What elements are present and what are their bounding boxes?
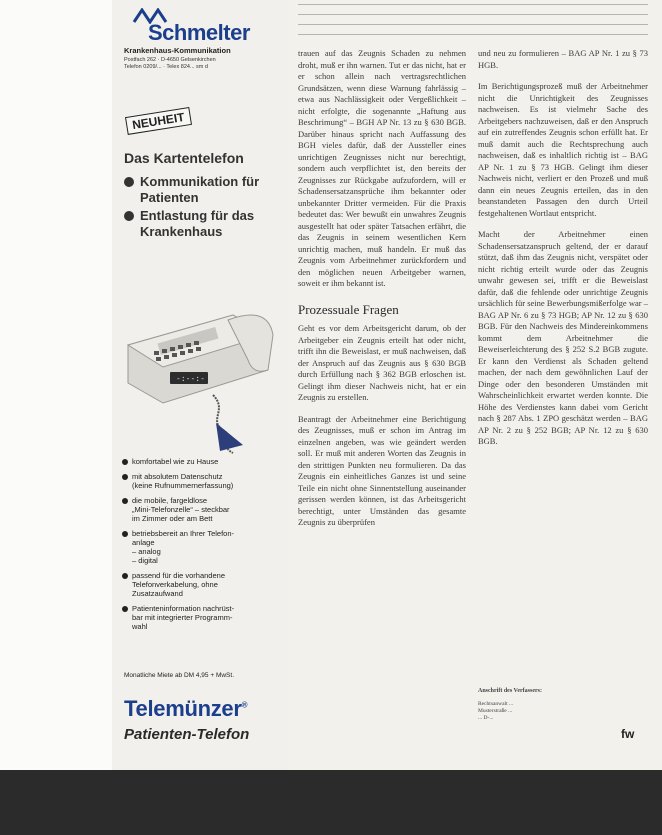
schmelter-logo — [124, 8, 284, 45]
article-paragraph: Im Berichtigungsprozeß muß der Arbeitnehmer nicht die Unrichtigkeit des Zeugnisses nachweisen. Es ist vielmehr Sache des Arbeitgebers nachzuweisen, daß er den Anspruch auf ein zutreffendes Zeugnis schon erfüllt hat. Er muß damit auch die Rechtsprechung auch nachweisen, daß es inhaltlich richtig ist – BAG AP Nr. 1 zu § 73 HGB. Gelingt ihm dieser Nachweis nicht, verliert er den Prozeß und muß dann ein neues Zeugnis erteilen, das in den beanstandeten Passagen den durch Urteil festgehaltenen Wortlaut entspricht. — [478, 81, 648, 218]
feature-item: mit absolutem Datenschutz (keine Rufnummernerfassung) — [122, 472, 284, 490]
page-code: fw — [621, 727, 635, 741]
article-column-1 — [298, 48, 466, 539]
article-paragraph: und neu zu formulieren – BAG AP Nr. 1 zu § 73 HGB. — [478, 48, 648, 70]
address-line: Postfach 262 · D-4650 Gelsenkirchen — [124, 57, 216, 63]
article-paragraph: Geht es vor dem Arbeitsgericht darum, ob der Arbeitgeber ein Zeugnis erteilt hat oder nicht, trifft ihn die Beweislast, er muß nachweisen, daß der Anspruch auf das Zeugnis aus § 630 BGB durch Erfüllung nach § 362 BGB erloschen ist. Gelingt ihm dieser Nachweis nicht, hat er ein Zeugnis zu erstellen. — [298, 323, 466, 402]
logo-text: Schmelter — [148, 20, 250, 45]
registered-mark: ® — [241, 700, 248, 710]
company-tagline: Krankenhaus-Kommunikation — [124, 46, 231, 55]
brand-subtitle: Patienten-Telefon — [124, 726, 250, 743]
feature-item: Patienteninformation nachrüst- bar mit integrierter Programm- wahl — [122, 604, 284, 631]
bullet-icon — [122, 531, 128, 537]
author-line: Rechtsanwalt ... — [478, 701, 514, 707]
feature-list — [122, 457, 284, 637]
feature-item: die mobile, fargeldlose „Mini-Telefonzelle“ – steckbar im Zimmer oder am Bett — [122, 496, 284, 523]
article-paragraph: Macht der Arbeitnehmer einen Schadensersatzanspruch geltend, der er darauf stützt, daß ihm das Zeugnis nicht, verspätet oder nicht richtig erteilt wurde oder das Zeugnis unwahr gewesen sei, trifft er die Beweislast dafür, daß die fehlende oder unrichtige Zeugnis ursächlich für seine Bewerbungsmißerfolge war – BAG AP Nr. 6 zu § 73 HGB; AP Nr. 12 zu § 630 BGB. Für den Nachweis des Mindereinkommens kommt dem Arbeitnehmer die Beweiserleichterung des § 252 S.2 BGB zugute. Er kann den Verdienst als Schaden geltend machen, der nach dem gewöhnlichen Lauf der Dinge oder den besonderen Umständen mit Wahrscheinlichkeit erwartet werden konnte. Die Höhe des Verdienstes kann dabei vom Gericht nach § 287 Abs. 1 ZPO geschätzt werden – BAG AP Nr. 2 zu § 252 BGB; AP Nr. 12 zu § 630 BGB. — [478, 229, 648, 446]
bullet-icon — [122, 498, 128, 504]
author-label: Anschrift des Verfassers: — [478, 688, 542, 694]
feature-item: betriebsbereit an Ihrer Telefon- anlage – analog – digital — [122, 529, 284, 565]
new-badge: NEUHEIT — [125, 107, 192, 135]
author-line: Musterstraße ... — [478, 708, 513, 714]
key-point: Kommunikation für Patienten — [124, 174, 284, 206]
header-rules — [298, 4, 648, 44]
phone-display-text: -:--:- — [176, 374, 205, 383]
card-telephone-image — [118, 275, 283, 455]
key-point: Entlastung für das Krankenhaus — [124, 208, 284, 240]
article-column-2 — [478, 48, 648, 458]
feature-item: komfortabel wie zu Hause — [122, 457, 284, 466]
bullet-icon — [124, 177, 134, 187]
article-paragraph: trauen auf das Zeugnis Schaden zu nehmen droht, muß er ihn warnen. Tut er das nicht, hat er er schon allein nach vertragsrechtlichen Grundsätzen, wenn diese Warnung fahrlässig – etwa aus Nachlässigkeit oder Vergeßlichkeit – nicht erfolgte, die sogenannte „Haftung aus Beschrimung“ – BGH AP Nr. 13 zu § 630 BGB. Darüber hinaus spricht nach Auffassung des BGH vieles dafür, daß der Aussteller eines unrichtigen Zeugnisses nicht nur berechtigt, sondern auch verpflichtet ist, den bereits der Zeugnisses zur Rückgabe aufzufordern, will er Schadensersatzansprüche ihm bekannter oder unbekannter Dritter vermeiden. Für die Praxis bedeutet das: Wer bewußt ein unwahres Zeugnis ausgestellt hat oder später Tatsachen erfährt, die das Zeugnis in seinem wesentlichen Kern unrichtig machen, muß handeln. Er muß das Zeugnis vom Arbeitnehmer zurückfordern und den möglichen neuen Arbeitgeber warnen, soweit er ihm bekannt ist. — [298, 48, 466, 288]
address-line: Telefon 0209/... · Telex 824... sm d — [124, 64, 208, 70]
ad-key-points — [124, 174, 284, 242]
bullet-icon — [122, 459, 128, 465]
bullet-icon — [122, 573, 128, 579]
ad-headline: Das Kartentelefon — [124, 150, 244, 166]
section-heading: Prozessuale Fragen — [298, 301, 399, 317]
price-line: Monatliche Miete ab DM 4,95 + MwSt. — [124, 672, 235, 679]
bullet-icon — [124, 211, 134, 221]
page-margin — [0, 0, 112, 770]
author-line: ... D-... — [478, 715, 494, 721]
company-address — [124, 57, 274, 71]
advertisement — [112, 0, 288, 770]
author-address — [478, 688, 598, 722]
bullet-icon — [122, 474, 128, 480]
bullet-icon — [122, 606, 128, 612]
brand-name: Telemünzer® — [124, 696, 248, 721]
article-paragraph: Beantragt der Arbeitnehmer eine Berichtigung des Zeugnisses, muß er schon im Antrag im einzelnen angeben, was wie geändert werden soll. Er muß mit anderen Worten das Zeugnis in den strittigen Punkten neu formulieren. Da das Zeugnis ein einheitliches Ganzes ist und seine Teile ein nicht ohne Sinnentstellung auseinander gerissen werden können, ist das Arbeitsgericht berechtigt, unter Umständen das gesamte Zeugnis zu überprüfen — [298, 413, 466, 527]
feature-item: passend für die vorhandene Telefonverkabelung, ohne Zusatzaufwand — [122, 571, 284, 598]
